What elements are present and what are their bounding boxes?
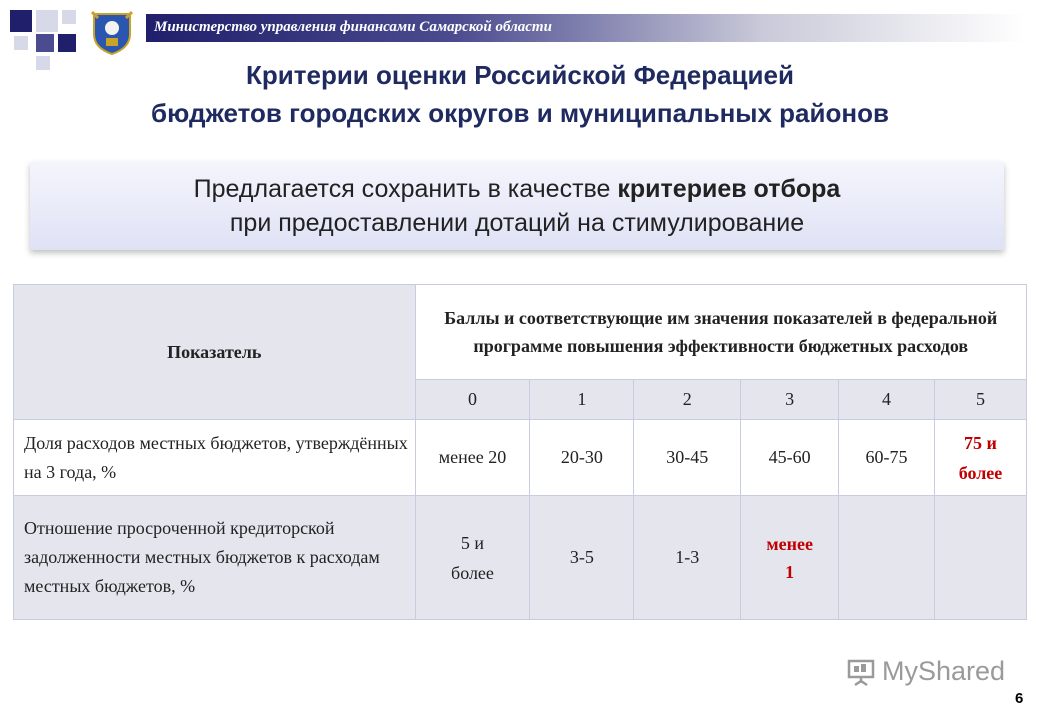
score-2: 2 bbox=[634, 380, 741, 420]
value-cell: менее 20 bbox=[415, 420, 530, 496]
score-4: 4 bbox=[839, 380, 935, 420]
value-cell: 1-3 bbox=[634, 496, 741, 620]
header-indicator: Показатель bbox=[14, 285, 416, 420]
title-line-1: Критерии оценки Российской Федерацией bbox=[246, 60, 794, 90]
value-cell: 45-60 bbox=[741, 420, 839, 496]
value-cell: 60-75 bbox=[839, 420, 935, 496]
callout-line-2: при предоставлении дотаций на стимулирование bbox=[229, 209, 805, 237]
watermark-logo bbox=[846, 656, 1005, 687]
value-cell-empty bbox=[934, 496, 1026, 620]
score-3: 3 bbox=[741, 380, 839, 420]
callout-prefix: Предлагается сохранить в качестве bbox=[193, 175, 618, 203]
callout-bold: критериев отбора bbox=[617, 175, 841, 203]
score-0: 0 bbox=[415, 380, 530, 420]
coat-of-arms-icon bbox=[88, 8, 136, 56]
callout-line-1 bbox=[30, 172, 1004, 206]
page-number: 6 bbox=[1015, 690, 1024, 707]
value-cell-highlight: менее 1 bbox=[741, 496, 839, 620]
value-cell: 30-45 bbox=[634, 420, 741, 496]
table-row bbox=[14, 496, 1027, 620]
header-bar bbox=[146, 14, 1026, 42]
title-line-2: бюджетов городских округов и муниципальных районов bbox=[151, 98, 889, 128]
score-1: 1 bbox=[530, 380, 634, 420]
watermark-text: MyShared bbox=[882, 656, 1006, 686]
page-title bbox=[40, 56, 1000, 132]
value-cell: 5 и более bbox=[415, 496, 530, 620]
value-cell-empty bbox=[839, 496, 935, 620]
score-5: 5 bbox=[934, 380, 1026, 420]
ministry-name: Министерство управления финансами Самарской области bbox=[154, 19, 552, 35]
header-scores: Баллы и соответствующие им значения показателей в федеральной программе повышения эффективности бюджетных расходов bbox=[415, 285, 1027, 380]
value-cell: 3-5 bbox=[530, 496, 634, 620]
table-row bbox=[14, 420, 1027, 496]
indicator-cell: Отношение просроченной кредиторской задолженности местных бюджетов к расходам местных бюджетов, % bbox=[14, 496, 416, 620]
value-cell-highlight: 75 и более bbox=[934, 420, 1026, 496]
value-cell: 20-30 bbox=[530, 420, 634, 496]
presentation-icon bbox=[846, 657, 876, 687]
callout-box bbox=[30, 162, 1004, 250]
indicator-cell: Доля расходов местных бюджетов, утверждённых на 3 года, % bbox=[14, 420, 416, 496]
criteria-table bbox=[13, 284, 1027, 620]
